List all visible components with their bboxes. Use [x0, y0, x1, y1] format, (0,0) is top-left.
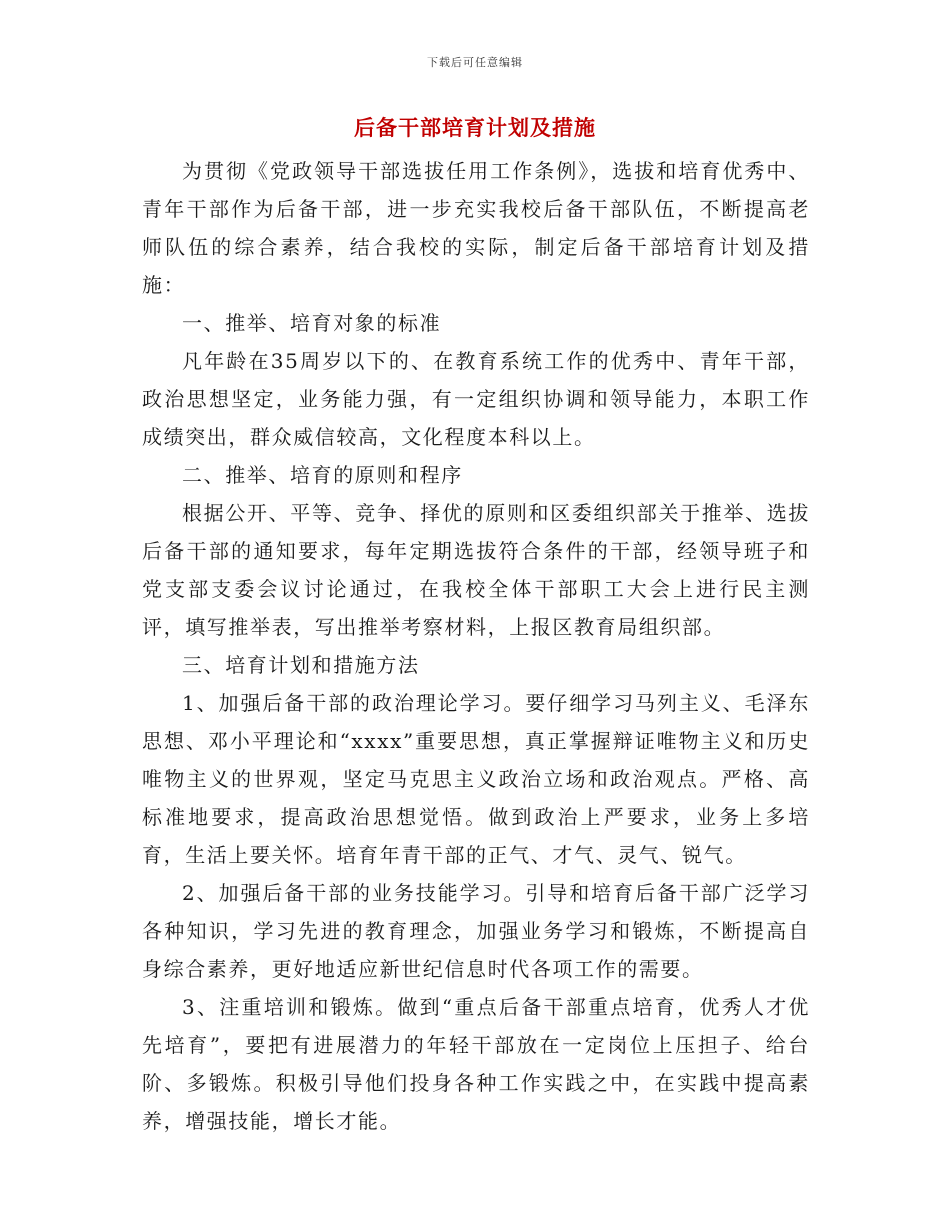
measure-1-paragraph: 1、加强后备干部的政治理论学习。要仔细学习马列主义、毛泽东思想、邓小平理论和“xxxx”重要思想，真正掌握辩证唯物主义和历史唯物主义的世界观，坚定马克思主义政治立场和政治观点。严格、高标准地要求，提高政治思想觉悟。做到政治上严要求，业务上多培育，生活上要关怀。培育年青干部的正气、才气、灵气、锐气。 [142, 691, 810, 867]
intro-paragraph: 为贯彻《党政领导干部选拔任用工作条例》，选拔和培育优秀中、青年干部作为后备干部，进一步充实我校后备干部队伍，不断提高老师队伍的综合素养，结合我校的实际，制定后备干部培育计划及措施： [142, 159, 810, 297]
measure-3-paragraph: 3、注重培训和锻炼。做到“重点后备干部重点培育，优秀人才优先培育”，要把有进展潜力的年轻干部放在一定岗位上压担子、给台阶、多锻炼。积极引导他们投身各种工作实践之中，在实践中提高素养，增强技能，增长才能。 [142, 995, 810, 1133]
document-body [142, 152, 810, 1140]
section-heading-1: 一、推举、培育对象的标准 [182, 311, 442, 335]
measure-2-paragraph: 2、加强后备干部的业务技能学习。引导和培育后备干部广泛学习各种知识，学习先进的教育理念，加强业务学习和锻炼，不断提高自身综合素养，更好地适应新世纪信息时代各项工作的需要。 [142, 881, 810, 981]
section-2-paragraph: 根据公开、平等、竞争、择优的原则和区委组织部关于推举、选拔后备干部的通知要求，每年定期选拔符合条件的干部，经领导班子和党支部支委会议讨论通过，在我校全体干部职工大会上进行民主测评，填写推举表，写出推举考察材料，上报区教育局组织部。 [142, 501, 810, 639]
section-heading-3: 三、培育计划和措施方法 [182, 653, 420, 677]
document-title: 后备干部培育计划及措施 [354, 116, 596, 140]
header-note: 下载后可任意编辑 [427, 56, 523, 69]
section-1-paragraph: 凡年龄在35周岁以下的、在教育系统工作的优秀中、青年干部，政治思想坚定，业务能力强，有一定组织协调和领导能力，本职工作成绩突出，群众威信较高，文化程度本科以上。 [142, 349, 810, 449]
section-heading-2: 二、推举、培育的原则和程序 [182, 463, 463, 487]
